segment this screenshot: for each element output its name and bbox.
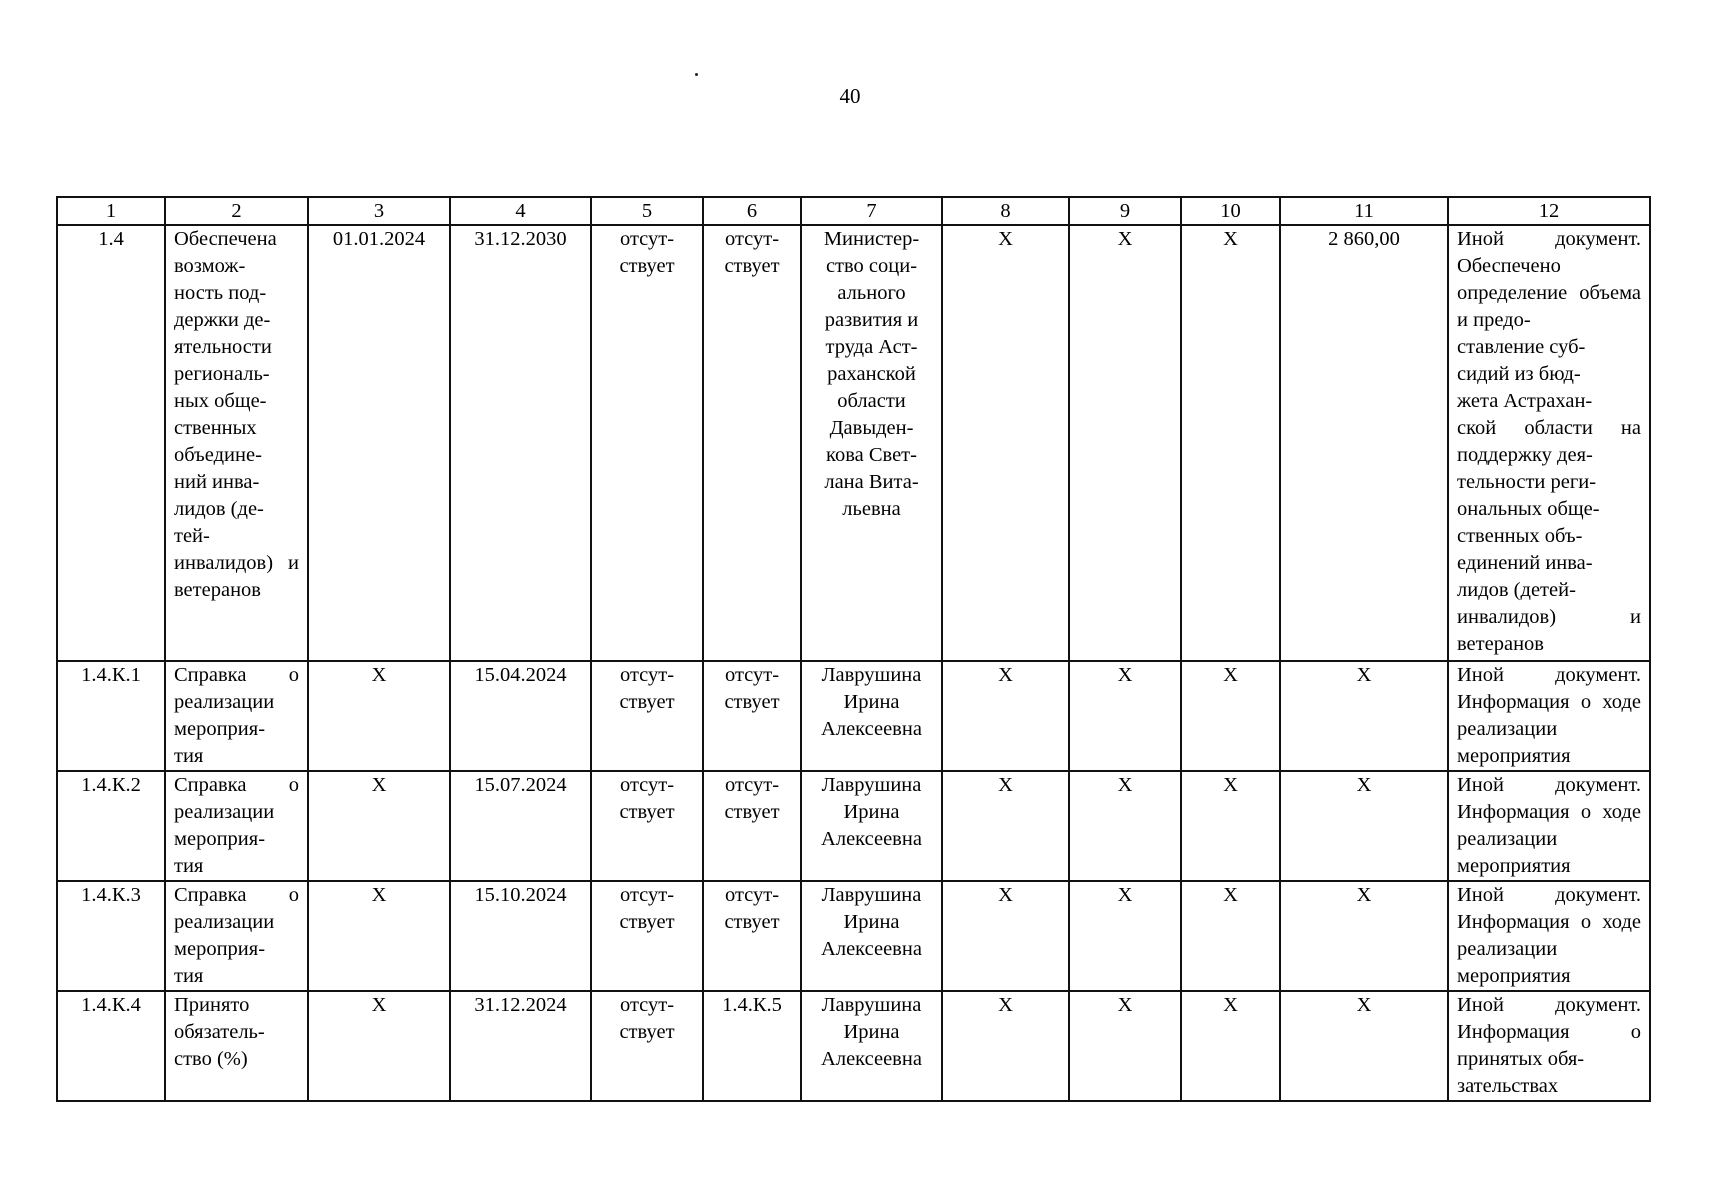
column-number-10: 10	[1181, 197, 1280, 225]
end-date: 15.10.2024	[450, 881, 591, 991]
row-code: 1.4.К.3	[57, 881, 165, 991]
cell-col-10: X	[1181, 991, 1280, 1101]
cell-col-9: X	[1069, 881, 1181, 991]
page-number: 40	[839, 84, 861, 108]
cell-col-11: X	[1280, 661, 1448, 771]
column-number-12: 12	[1448, 197, 1650, 225]
header-row	[57, 197, 1650, 225]
successor: отсут- ствует	[703, 771, 801, 881]
table-row	[57, 225, 1650, 661]
column-number-5: 5	[591, 197, 703, 225]
row-name: Справка о реализации мероприя- тия	[165, 661, 308, 771]
row-code: 1.4	[57, 225, 165, 661]
document-type: Иной документ. Обеспечено определение объема и предо- ставление суб- сидий из бюд- жета Астрахан- ской области на поддержку дея- тельности реги- ональных обще- ственных объ- единений инва- лидов (детей- инвалидов) и ветеранов	[1448, 225, 1650, 661]
cell-col-9: X	[1069, 771, 1181, 881]
row-name: Принято обязатель- ство (%)	[165, 991, 308, 1101]
column-number-2: 2	[165, 197, 308, 225]
responsible: Лаврушина Ирина Алексеевна	[801, 881, 942, 991]
responsible: Лаврушина Ирина Алексеевна	[801, 991, 942, 1101]
cell-col-11: X	[1280, 991, 1448, 1101]
column-number-9: 9	[1069, 197, 1181, 225]
row-name: Обеспечена возмож- ность под- держки де- ятельности региональ- ных обще- ственных объедине- ний инва- лидов (де- тей- инвалидов) и ветеранов	[165, 225, 308, 661]
start-date: X	[308, 881, 450, 991]
row-name: Справка о реализации мероприя- тия	[165, 771, 308, 881]
cell-col-10: X	[1181, 771, 1280, 881]
row-code: 1.4.К.4	[57, 991, 165, 1101]
row-code: 1.4.К.1	[57, 661, 165, 771]
responsible: Министер- ство соци- ального развития и труда Аст- раханской области Давыден- кова Свет- лана Вита- льевна	[801, 225, 942, 661]
row-code: 1.4.К.2	[57, 771, 165, 881]
table-row	[57, 771, 1650, 881]
end-date: 31.12.2030	[450, 225, 591, 661]
start-date: X	[308, 991, 450, 1101]
table-row	[57, 881, 1650, 991]
end-date: 15.04.2024	[450, 661, 591, 771]
predecessor: отсут- ствует	[591, 771, 703, 881]
row-name: Справка о реализации мероприя- тия	[165, 881, 308, 991]
end-date: 15.07.2024	[450, 771, 591, 881]
document-type: Иной документ. Информация о ходе реализации мероприятия	[1448, 881, 1650, 991]
column-number-6: 6	[703, 197, 801, 225]
predecessor: отсут- ствует	[591, 661, 703, 771]
cell-col-10: X	[1181, 881, 1280, 991]
start-date: 01.01.2024	[308, 225, 450, 661]
cell-col-8: X	[942, 771, 1069, 881]
successor: отсут- ствует	[703, 881, 801, 991]
document-type: Иной документ. Информация о ходе реализации мероприятия	[1448, 771, 1650, 881]
start-date: X	[308, 771, 450, 881]
end-date: 31.12.2024	[450, 991, 591, 1101]
predecessor: отсут- ствует	[591, 225, 703, 661]
table-row	[57, 661, 1650, 771]
responsible: Лаврушина Ирина Алексеевна	[801, 661, 942, 771]
cell-col-8: X	[942, 225, 1069, 661]
column-number-7: 7	[801, 197, 942, 225]
cell-col-8: X	[942, 991, 1069, 1101]
column-number-11: 11	[1280, 197, 1448, 225]
document-type: Иной документ. Информация о ходе реализации мероприятия	[1448, 661, 1650, 771]
successor: 1.4.К.5	[703, 991, 801, 1101]
predecessor: отсут- ствует	[591, 991, 703, 1101]
successor: отсут- ствует	[703, 661, 801, 771]
scan-speck	[695, 73, 698, 76]
predecessor: отсут- ствует	[591, 881, 703, 991]
document-type: Иной документ. Информация о принятых обя- зательствах	[1448, 991, 1650, 1101]
column-number-1: 1	[57, 197, 165, 225]
cell-col-8: X	[942, 661, 1069, 771]
measures-table	[56, 196, 1651, 1102]
cell-col-9: X	[1069, 991, 1181, 1101]
cell-col-11: X	[1280, 881, 1448, 991]
cell-col-11: 2 860,00	[1280, 225, 1448, 661]
cell-col-9: X	[1069, 225, 1181, 661]
start-date: X	[308, 661, 450, 771]
column-number-8: 8	[942, 197, 1069, 225]
table-row	[57, 991, 1650, 1101]
responsible: Лаврушина Ирина Алексеевна	[801, 771, 942, 881]
cell-col-10: X	[1181, 225, 1280, 661]
cell-col-8: X	[942, 881, 1069, 991]
cell-col-11: X	[1280, 771, 1448, 881]
successor: отсут- ствует	[703, 225, 801, 661]
column-number-4: 4	[450, 197, 591, 225]
cell-col-10: X	[1181, 661, 1280, 771]
cell-col-9: X	[1069, 661, 1181, 771]
column-number-3: 3	[308, 197, 450, 225]
